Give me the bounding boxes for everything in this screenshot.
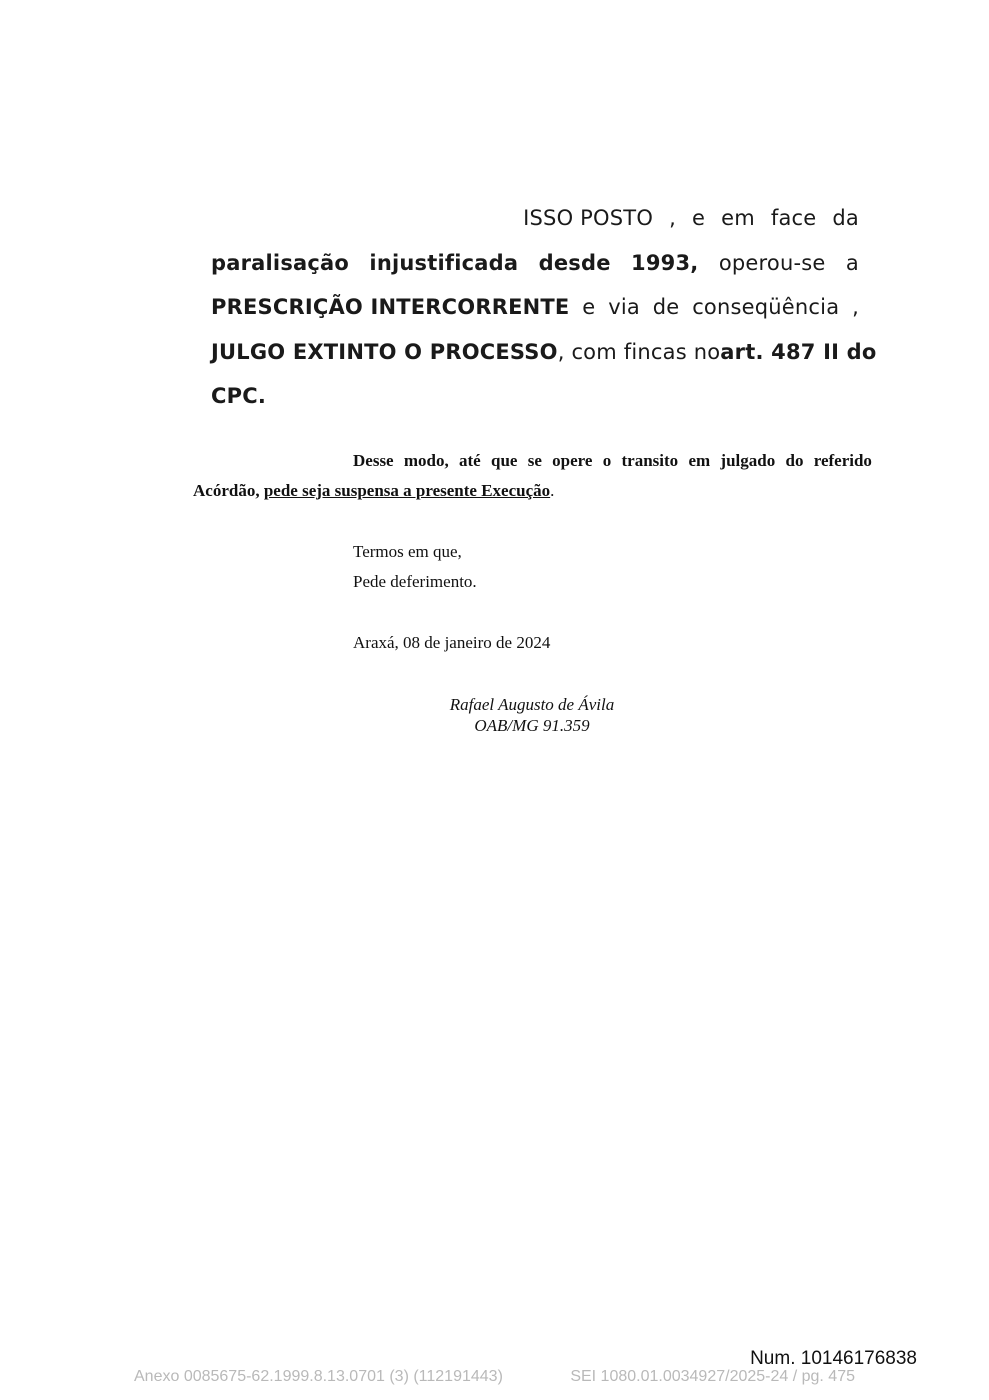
scan-bold-phrase: JULGO EXTINTO O PROCESSO [211,339,558,364]
scan-word: paralisação [211,250,350,275]
para-word: o [602,451,612,470]
scan-word: desde [538,250,611,275]
footer-sei: SEI 1080.01.0034927/2025-24 / pg. 475 [570,1368,855,1385]
signatory-registration: OAB/MG 91.359 [474,716,590,735]
scan-word: CPC. [211,384,266,408]
scan-word: conseqüência [692,295,840,319]
scan-phrase: , com fincas no [557,339,721,364]
scan-word: de [652,295,680,319]
scanned-line-5 [211,374,859,419]
para-word: julgado [720,451,776,470]
signature-block [422,694,642,736]
scan-bold-phrase: art. 487 II do [720,339,877,364]
suspension-paragraph [193,446,872,506]
scan-word: 1993, [631,250,699,275]
para-word: Desse [353,451,394,470]
scan-word: e [691,206,706,230]
scan-word: via [608,295,640,319]
scanned-line-4 [211,330,877,375]
para-word: em [688,451,711,470]
para-word: referido [813,451,872,470]
para-word: que [491,451,518,470]
scan-word: injustificada [369,250,519,275]
para-word: transito [621,451,679,470]
scan-word: e [582,295,596,319]
scan-word: ISSO POSTO [523,206,654,230]
scan-word: , [852,295,859,319]
place-date: Araxá, 08 de janeiro de 2024 [353,633,551,652]
scanned-excerpt [211,196,877,419]
signatory-name: Rafael Augusto de Ávila [449,695,615,714]
scanned-line-1 [211,196,859,241]
para-word: até [459,451,481,470]
closing-line-1: Termos em que, [353,542,462,561]
para-end: . [550,481,555,500]
closing-line-2: Pede deferimento. [353,572,477,591]
scan-word: em [721,206,755,230]
para-start: Acórdão, [193,481,260,500]
scan-word: a [845,250,859,275]
para-word: se [527,451,542,470]
scanned-line-2 [211,241,859,286]
paragraph-line-1 [193,446,872,476]
para-word: opere [552,451,593,470]
document-number-stamp: Num. 10146176838 [750,1348,917,1369]
footer-annex: Anexo 0085675-62.1999.8.13.0701 (3) (112191443) [134,1368,503,1385]
paragraph-line-2 [193,476,872,506]
para-word: do [785,451,804,470]
scan-word: face [770,206,817,230]
para-word: modo, [403,451,449,470]
scanned-line-3 [211,285,859,330]
underlined-request: pede seja suspensa a presente Execução [263,481,551,500]
closing-block [353,537,477,597]
footer-watermark [134,1368,855,1386]
scan-word: da [832,206,859,230]
scan-word: , [669,206,676,230]
scan-word: operou-se [718,250,826,275]
scan-bold-phrase: PRESCRIÇÃO INTERCORRENTE [211,295,570,319]
